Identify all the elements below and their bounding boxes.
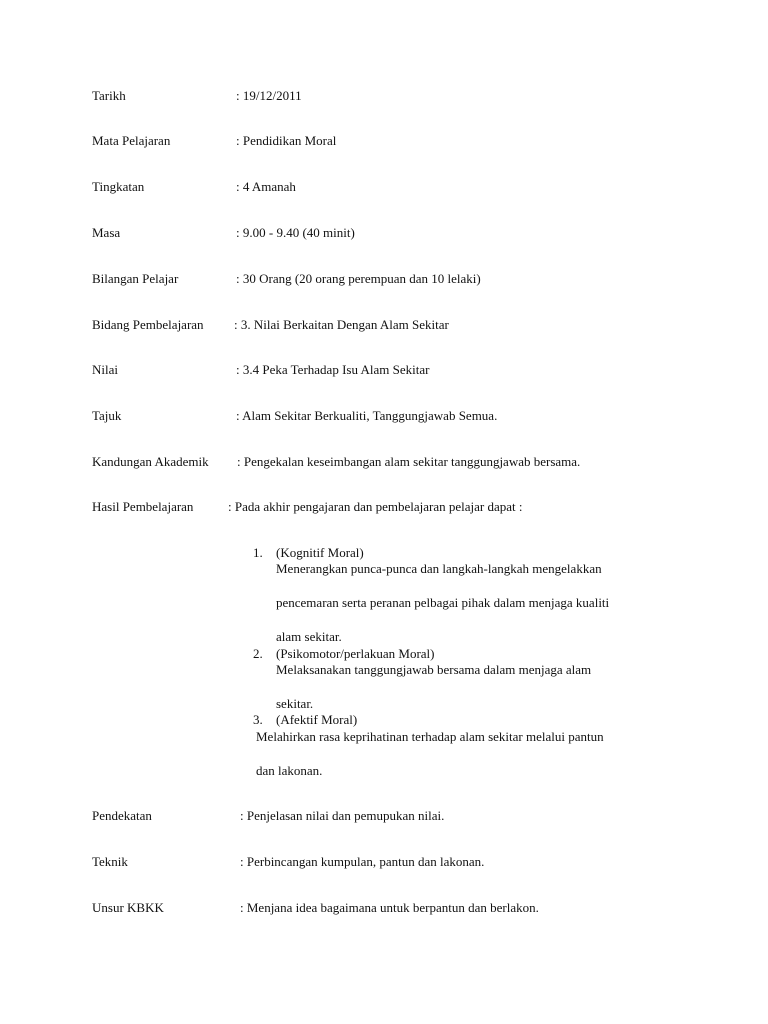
field-value: : Pendidikan Moral (236, 133, 337, 148)
outcome-text-line: Melaksanakan tanggungjawab bersama dalam menjaga alam (276, 662, 592, 677)
outcome-heading: (Kognitif Moral) (276, 545, 364, 560)
field-value: : Alam Sekitar Berkualiti, Tanggungjawab Semua. (236, 408, 498, 423)
field-value: : Menjana idea bagaimana untuk berpantun dan berlakon. (240, 900, 539, 915)
field-label: Unsur KBKK (92, 900, 164, 915)
field-value: : 19/12/2011 (236, 88, 302, 103)
outcome-number: 1. (253, 545, 263, 560)
field-label: Tajuk (92, 408, 122, 423)
outcome-heading: (Afektif Moral) (276, 712, 358, 727)
field-label: Bilangan Pelajar (92, 271, 179, 286)
field-label: Bidang Pembelajaran (92, 317, 204, 332)
field-label: Pendekatan (92, 808, 152, 823)
field-value: : 9.00 - 9.40 (40 minit) (236, 225, 355, 240)
field-value: : 4 Amanah (236, 179, 296, 194)
field-label: Masa (92, 225, 121, 240)
field-label: Tarikh (92, 88, 126, 103)
field-value: : 3. Nilai Berkaitan Dengan Alam Sekitar (234, 317, 449, 332)
outcome-heading: (Psikomotor/perlakuan Moral) (276, 646, 435, 661)
outcome-number: 3. (253, 712, 263, 727)
field-value: : Perbincangan kumpulan, pantun dan lakonan. (240, 854, 485, 869)
field-value: : 3.4 Peka Terhadap Isu Alam Sekitar (236, 362, 430, 377)
outcome-text-line: pencemaran serta peranan pelbagai pihak dalam menjaga kualiti (276, 595, 610, 610)
field-label: Nilai (92, 362, 118, 377)
field-label: Tingkatan (92, 179, 145, 194)
field-value: : Pengekalan keseimbangan alam sekitar tanggungjawab bersama. (237, 454, 581, 469)
field-value: : Pada akhir pengajaran dan pembelajaran pelajar dapat : (228, 499, 523, 514)
field-label: Mata Pelajaran (92, 133, 171, 148)
outcome-text-line: sekitar. (276, 696, 314, 711)
outcome-number: 2. (253, 646, 263, 661)
outcome-text-line: Menerangkan punca-punca dan langkah-langkah mengelakkan (276, 561, 602, 576)
field-label: Teknik (92, 854, 128, 869)
outcome-text-line: Melahirkan rasa keprihatinan terhadap alam sekitar melalui pantun (256, 729, 604, 744)
field-value: : 30 Orang (20 orang perempuan dan 10 lelaki) (236, 271, 481, 286)
outcome-text-line: dan lakonan. (256, 763, 323, 778)
field-label: Kandungan Akademik (92, 454, 209, 469)
field-label: Hasil Pembelajaran (92, 499, 194, 514)
outcome-text-line: alam sekitar. (276, 629, 342, 644)
field-value: : Penjelasan nilai dan pemupukan nilai. (240, 808, 445, 823)
